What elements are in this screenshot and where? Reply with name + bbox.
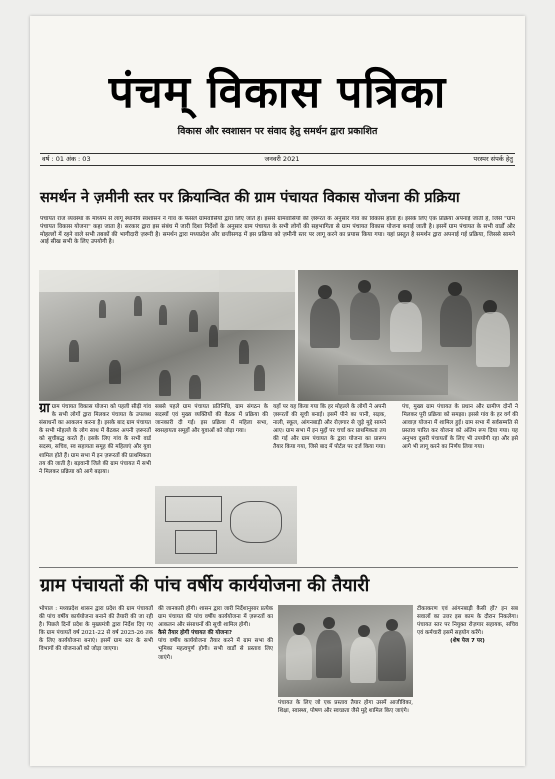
story-column-4-text: टीकाकरण एवं आंगनबाड़ी कैसी हों? इन सब सवालों का उत्तर इस काम के दौरान निकलेगा। पंचायत स्तर पर नियुक्त रोज़गार सहायक, सचिव एवं कर्मचारी इसमें सहयोग करेंगे। — [417, 606, 518, 637]
story-subheading: कैसे तैयार होगी पंचायत की योजना? — [158, 630, 232, 637]
village-meeting-photo — [39, 270, 295, 401]
section-divider — [39, 567, 518, 568]
issue-month: जनवरी 2021 — [264, 155, 300, 163]
story-column-2 — [158, 605, 273, 761]
newspaper-page — [30, 16, 525, 766]
story-column-3: पंचायत के लिए जो एक प्रस्ताव तैयार होगा उसमें आजीविका, शिक्षा, स्वास्थ्य, पोषण और स्वच्छता जैसे मुद्दे शामिल किए जाएंगे। — [278, 700, 413, 715]
panchayat-gathering-photo — [278, 605, 413, 697]
dateline-bar — [40, 153, 515, 166]
article-column-1 — [39, 403, 151, 565]
story-column-1: भोपाल : मध्यप्रदेश शासन द्वारा प्रदेश की ग्राम पंचायतों की पांच वर्षीय कार्ययोजना बनाने की तैयारी की जा रही है। पिछले दिनों प्रदेश के मुख्यमंत्री द्वारा निर्देश दिए गए कि ग्राम पंचायतें वर्ष 2021-22 से वर्ष 2025-26 तक के लिए कार्ययोजना बनाएं। इसमें ग्राम स्तर के सभी विभागों की योजनाओं को जोड़ा जाएगा। — [39, 606, 153, 653]
issue-number: वर्ष : 01 अंक : 03 — [42, 155, 91, 163]
continued-note: (शेष पेज 7 पर) — [450, 638, 485, 645]
dropcap: ग्रा — [39, 403, 50, 416]
main-headline: समर्थन ने ज़मीनी स्तर पर क्रियान्वित की ग्राम पंचायत विकास योजना की प्रक्रिया — [40, 190, 460, 206]
second-headline: ग्राम पंचायतों की पांच वर्षीय कार्ययोजना की तैयारी — [40, 575, 370, 596]
lead-paragraph: पंचायत राज व्यवस्था के माध्यम से लागू स्थानीय स्वशासन ने गांव के फैसले ग्रामवासियों द्वारा लिए जाते हैं। इससे ग्रामवासियों की ज़रूरत के अनुसार गांव का विकास होता है। इसके लिए एक प्रक्रिया अपनाई जाती है, जिसे "ग्राम पंचायत विकास योजना" कहा जाता है। सरकार द्वारा इस संबंध में जारी दिशा निर्देशों के अनुसार ग्राम पंचायत के सभी लोगों की सहभागिता से ग्राम पंचायत विकास योजना बनाई जाती है। इसमें ग्राम पंचायत के सभी वार्डों और मोहल्लों में रहने वाले सभी तबकों की भागीदारी ज़रूरी है। समर्थन द्वारा मध्यप्रदेश और छत्तीसगढ़ में इस प्रक्रिया को ज़मीनी स्तर पर लागू करने का प्रयास किया गया। यहां प्रस्तुत है समर्थन द्वारा अपनाई गई प्रक्रिया, जिससे सामने आई सीख सभी के लिए उपयोगी है। — [40, 216, 515, 246]
article-column-4: पंच, मुख्य ग्राम पंचायत के प्रधान और ग्रामीण दोनों ने मिलकर पूरी प्रक्रिया को समझा। इससे गांव के हर वर्ग की आवाज़ योजना में शामिल हुई। ग्राम सभा में सर्वसम्मति से प्रस्ताव पारित कर योजना को अंतिम रूप दिया गया। यह अनुभव दूसरी पंचायतों के लिए भी उपयोगी रहा और इसे आगे भी लागू करने का निर्णय लिया गया। — [402, 404, 518, 451]
story-column-2-continued: पांच वर्षीय कार्ययोजना तैयार करने में ग्राम सभा की भूमिका महत्वपूर्ण होगी। सभी वार्डों से प्रस्ताव लिए जाएंगे। — [158, 638, 273, 661]
masthead-title: पंचम् विकास पत्रिका — [108, 67, 447, 118]
masthead-tagline: विकास और स्वशासन पर संवाद हेतु समर्थन द्वारा प्रकाशित — [177, 126, 378, 137]
women-meeting-photo — [298, 270, 518, 401]
story-column-4 — [417, 605, 518, 761]
publication-type: परस्पर संपर्क हेतु — [473, 155, 513, 163]
article-column-2: सबसे पहले ग्राम पंचायत प्रतिनिधि, ग्राम संगठन के सदस्यों एवं मुख्य व्यक्तियों की बैठक में प्रक्रिया की जानकारी दी गई। इस प्रक्रिया में महिला सभा, स्वसहायता समूहों और युवाओं को जोड़ा गया। — [155, 404, 268, 435]
story-column-2-text: की जानकारी होगी। शासन द्वारा जारी निर्देशानुसार प्रत्येक ग्राम पंचायत की पांच वर्षीय कार्ययोजना में ज़रूरतों का आकलन और संसाधनों की सूची शामिल होगी। — [158, 606, 273, 629]
column-1-text: ग्राम पंचायत विकास योजना को पहली सीढ़ी गांव के सभी लोगों द्वारा मिलकर पंचायत के उपलब्ध संसाधनों का आकलन करना है। इसके बाद ग्राम पंचायत के सभी मोहल्ले के लोग साथ में बैठकर अपनी ज़रूरतों को सूचीबद्ध करते हैं। इसके लिए गांव के सभी वार्ड सदस्य, सचिव, स्व सहायता समूह की महिलाएं और युवा शामिल होते हैं। ग्राम सभा में इन ज़रूरतों की प्राथमिकता तय की जाती है। बड़वानी जिले की ग्राम पंचायत में सभी ने मिलकर प्रक्रिया को आगे बढ़ाया। — [39, 404, 151, 475]
article-column-3: यहाँ पर यह किया गया कि हर मोहल्ले के लोगों ने अपनी ज़रूरतों की सूची बनाई। इसमें पीने का पानी, सड़क, नाली, स्कूल, आंगनबाड़ी और रोज़गार से जुड़े मुद्दे सामने आए। ग्राम सभा में इन मुद्दों पर चर्चा कर प्राथमिकता तय की गई और ग्राम पंचायत के द्वारा योजना का प्रारूप तैयार किया गया, जिसे बाद में पोर्टल पर दर्ज किया गया। — [273, 404, 386, 451]
